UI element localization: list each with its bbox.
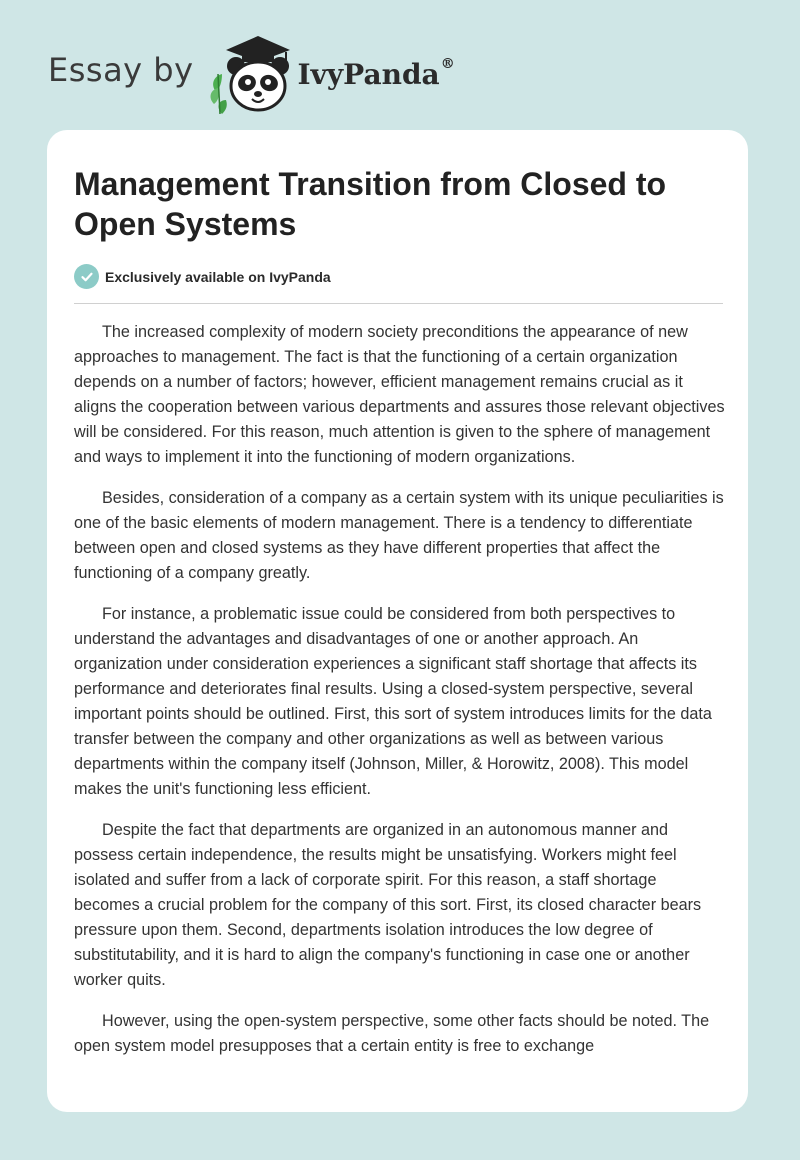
paragraph: The increased complexity of modern society preconditions the appearance of new approaches to management. The fact is that the functioning of a certain organization depends on a number of factors; however, efficient management remains crucial as it aligns the cooperation between various departments and assures those relevant objectives will be considered. For this reason, much attention is given to the sphere of management and ways to implement it into the functioning of modern organizations. <box>74 323 725 466</box>
divider <box>74 303 723 304</box>
essay-card <box>47 130 748 1112</box>
essay-body <box>74 320 726 1075</box>
exclusive-label: Exclusively available on IvyPanda <box>105 268 331 285</box>
essay-by-label: Essay by <box>48 51 194 89</box>
paragraph: However, using the open-system perspective, some other facts should be noted. The open system model presupposes that a certain entity is free to exchange <box>74 1012 710 1055</box>
brand-name[interactable] <box>297 55 455 91</box>
paragraph: Despite the fact that departments are organized in an autonomous manner and possess certain independence, the results might be unsatisfying. Workers might feel isolated and suffer from a lack of corporate spirit. For this reason, a staff shortage becomes a crucial problem for the company of this sort. First, its closed character bears pressure upon them. Second, departments isolation introduces the low degree of substitutability, and it is hard to align the company's functioning in case one or another worker quits. <box>74 821 702 989</box>
paragraph: Besides, consideration of a company as a certain system with its unique peculiarities is one of the basic elements of modern management. There is a tendency to differentiate between open and closed systems as they have different properties that affect the functioning of a company greatly. <box>74 489 724 582</box>
check-circle-icon <box>74 264 99 289</box>
page-title: Management Transition from Closed to Open Systems <box>74 166 667 242</box>
site-header <box>48 30 455 114</box>
brand-label: IvyPanda <box>297 57 440 91</box>
registered-mark: ® <box>440 55 455 72</box>
panda-graduate-logo-icon[interactable] <box>208 30 296 114</box>
paragraph: For instance, a problematic issue could be considered from both perspectives to understand the advantages and disadvantages of one or another approach. An organization under consideration experiences a significant staff shortage that affects its performance and deteriorates final results. Using a closed-system perspective, several important points should be outlined. First, this sort of system introduces limits for the data transfer between the company and other organizations as well as between various departments within the company itself (Johnson, Miller, & Horowitz, 2008). This model makes the unit's functioning less efficient. <box>74 605 712 798</box>
exclusive-badge <box>74 264 331 289</box>
